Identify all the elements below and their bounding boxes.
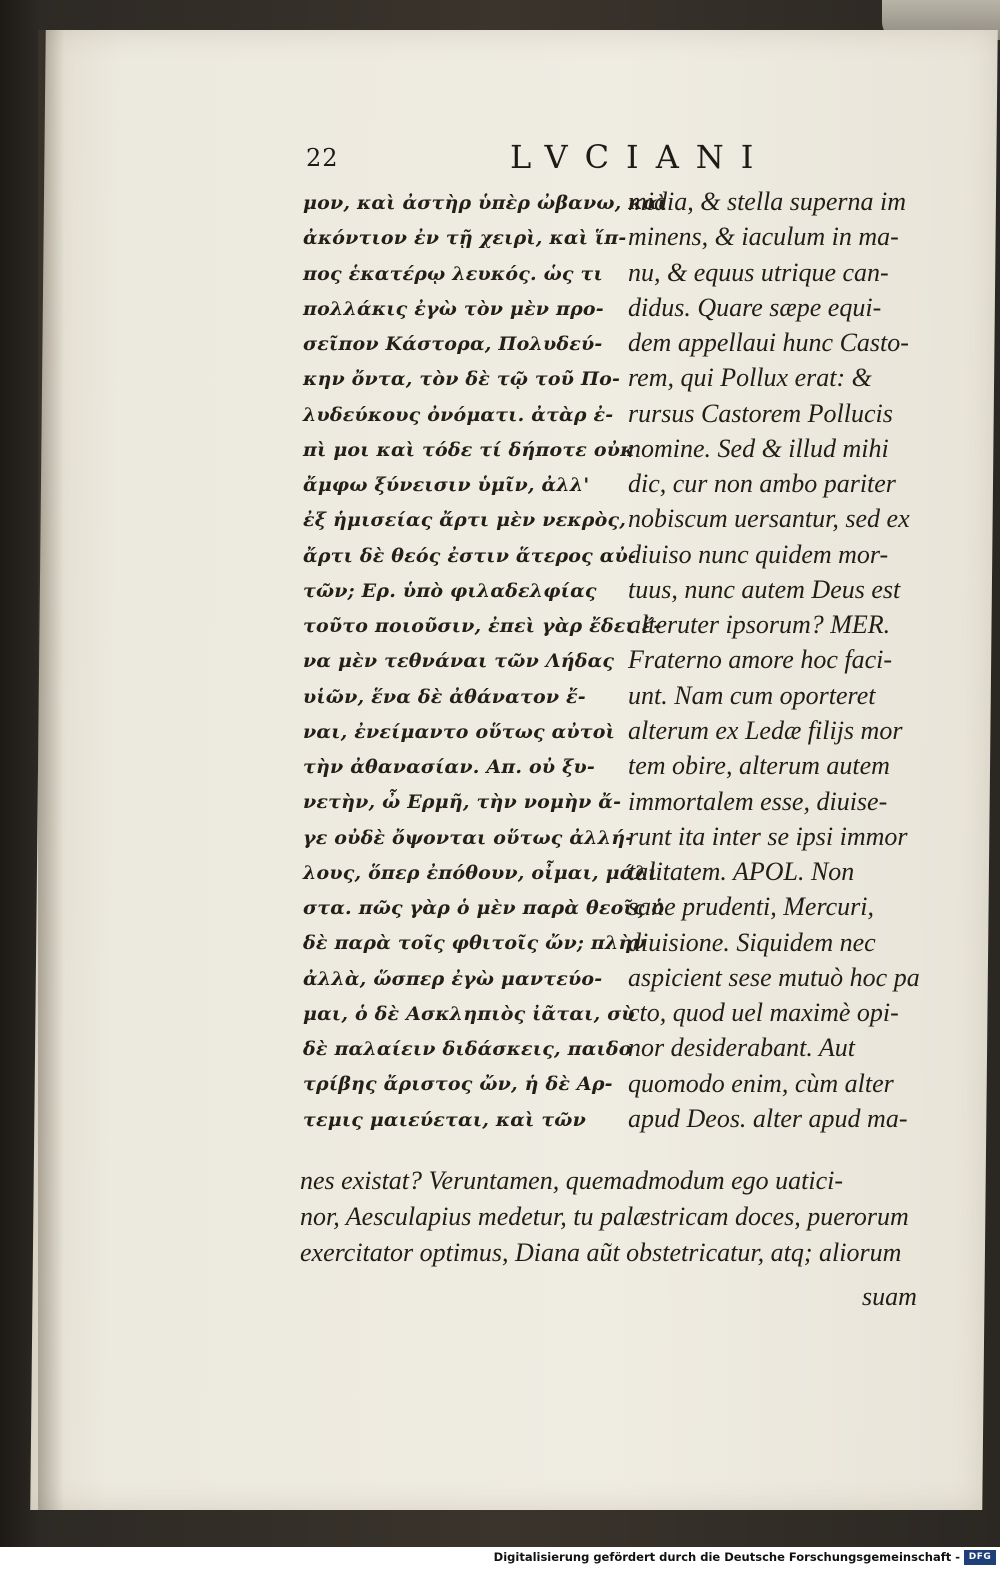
latin-text-line: nomine. Sed & illud mihi	[628, 433, 889, 463]
latin-text-line: cto, quod uel maximè opi-	[628, 998, 899, 1028]
greek-text-line: πὶ μοι καὶ τόδε τί δήποτε οὐκ	[303, 438, 635, 461]
catchword: suam	[862, 1282, 917, 1311]
greek-text-line: δὲ παρὰ τοῖς φθιτοῖς ὤν; πλὴν	[303, 932, 646, 955]
greek-text-line: κην ὄντα, τὸν δὲ τῷ τοῦ Πο-	[303, 368, 621, 391]
latin-text-line: didus. Quare sæpe equi-	[628, 292, 882, 322]
greek-text-line: στα. πῶς γὰρ ὁ μὲν παρὰ θεοῖς ὁ	[303, 897, 665, 919]
latin-text-line: apud Deos. alter apud ma-	[628, 1103, 908, 1133]
latin-text-column	[628, 184, 938, 1136]
latin-text-line: Fraterno amore hoc faci-	[628, 645, 893, 675]
latin-text-line: nobiscum uersantur, sed ex	[628, 504, 910, 534]
greek-text-line: τῶν; Ερ. ὑπὸ φιλαδελφίας	[303, 579, 597, 602]
greek-text-line: σεῖπον Κάστορα, Πολυδεύ-	[303, 333, 603, 355]
greek-text-line: δὲ παλαίειν διδάσκεις, παιδο	[303, 1038, 632, 1060]
latin-text-line: quomodo enim, cùm alter	[628, 1068, 894, 1098]
latin-text-line: rursus Castorem Pollucis	[628, 398, 893, 428]
dfg-logo: DFG	[964, 1550, 996, 1565]
gutter-shadow	[38, 30, 64, 1510]
latin-text-line: unt. Nam cum oporteret	[628, 680, 876, 710]
greek-text-line: μαι, ὁ δὲ Ασκληπιὸς ἰᾶται, σὺ	[303, 1002, 635, 1025]
greek-text-line: ἄρτι δὲ θεός ἐστιν ἅτερος αὐ-	[303, 544, 637, 567]
greek-text-line: μον, καὶ ἀστὴρ ὑπὲρ ὠβανω, καὶ	[303, 192, 667, 214]
greek-text-line: λυδεύκους ὀνόματι. ἀτὰρ ἐ-	[303, 403, 614, 426]
greek-text-line: πολλάκις ἐγὼ τὸν μὲν προ-	[303, 297, 604, 320]
greek-text-line: πος ἑκατέρῳ λευκός. ὡς τι	[303, 262, 603, 285]
footer-credit: Digitalisierung gefördert durch die Deutsche Forschungsgemeinschaft -	[493, 1550, 960, 1564]
greek-text-line: ἄμφω ξύνεισιν ὑμῖν, ἀλλ'	[303, 474, 590, 496]
greek-text-line: λους, ὅπερ ἐπόθουν, οἶμαι, μάλι	[303, 861, 658, 884]
latin-full-line: nor, Aesculapius medetur, tu palæstricam doces, puerorum	[300, 1202, 909, 1231]
latin-text-line: diuisione. Siquidem nec	[628, 927, 876, 957]
greek-text-line: υἱῶν, ἕνα δὲ ἀθάνατον ἔ-	[303, 685, 586, 708]
latin-text-line: tem obire, alterum autem	[628, 751, 890, 781]
latin-text-line: sane prudenti, Mercuri,	[628, 892, 874, 922]
latin-text-line: rem, qui Pollux erat: &	[628, 363, 872, 393]
greek-text-line: τὴν ἀθανασίαν. Απ. οὐ ξυ-	[303, 756, 596, 778]
greek-text-line: ναι, ἐνείμαντο οὕτως αὐτοὶ	[303, 720, 616, 743]
greek-text-column	[303, 186, 667, 1138]
latin-full-line: exercitator optimus, Diana aũt obstetricatur, atq; aliorum	[300, 1238, 902, 1267]
digitization-footer	[0, 1547, 1000, 1569]
greek-text-line: τοῦτο ποιοῦσιν, ἐπεὶ γὰρ ἔδει ἕ-	[303, 615, 662, 637]
latin-text-line: alteruter ipsorum? MER.	[628, 610, 891, 640]
greek-text-line: τρίβης ἄριστος ὤν, ἡ δὲ Αρ-	[303, 1073, 613, 1096]
greek-text-line: νετὴν, ὦ Ερμῆ, τὴν νομὴν ἄ-	[303, 791, 622, 814]
latin-text-line: runt ita inter se ipsi immor	[628, 821, 908, 851]
running-title: LVCIANI	[510, 138, 771, 176]
latin-text-line: alterum ex Ledæ filijs mor	[628, 715, 903, 745]
latin-text-line: diuiso nunc quidem mor-	[628, 539, 889, 569]
latin-text-line: dic, cur non ambo pariter	[628, 469, 896, 499]
latin-text-line: nor desiderabant. Aut	[628, 1033, 856, 1063]
greek-text-line: ἐξ ἡμισείας ἄρτι μὲν νεκρὸς,	[303, 509, 627, 532]
greek-text-line: ἀκόντιον ἐν τῇ χειρὶ, καὶ ἵπ-	[303, 227, 627, 250]
latin-text-line: nu, & equus utrique can-	[628, 257, 889, 287]
latin-full-width-text	[300, 1163, 932, 1271]
greek-text-line: τεμις μαιεύεται, καὶ τῶν	[303, 1108, 586, 1131]
greek-text-line: να μὲν τεθνάναι τῶν Λήδας	[303, 650, 615, 673]
latin-text-line: midia, & stella superna im	[628, 187, 907, 216]
latin-full-line: nes existat? Veruntamen, quemadmodum ego uatici-	[300, 1166, 844, 1195]
latin-text-line: aspicient sese mutuò hoc pa	[628, 962, 920, 992]
latin-text-line: dem appellaui hunc Casto-	[628, 328, 909, 358]
latin-text-line: tuus, nunc autem Deus est	[628, 574, 901, 604]
greek-text-line: ἀλλὰ, ὥσπερ ἐγὼ μαντεύο-	[303, 967, 603, 990]
latin-text-line: talitatem. APOL. Non	[628, 857, 855, 887]
latin-text-line: immortalem esse, diuise-	[628, 786, 888, 816]
page-number: 22	[306, 144, 339, 172]
greek-text-line: γε οὐδὲ ὄψονται οὕτως ἀλλή-	[303, 826, 634, 849]
latin-text-line: minens, & iaculum in ma-	[628, 222, 899, 252]
